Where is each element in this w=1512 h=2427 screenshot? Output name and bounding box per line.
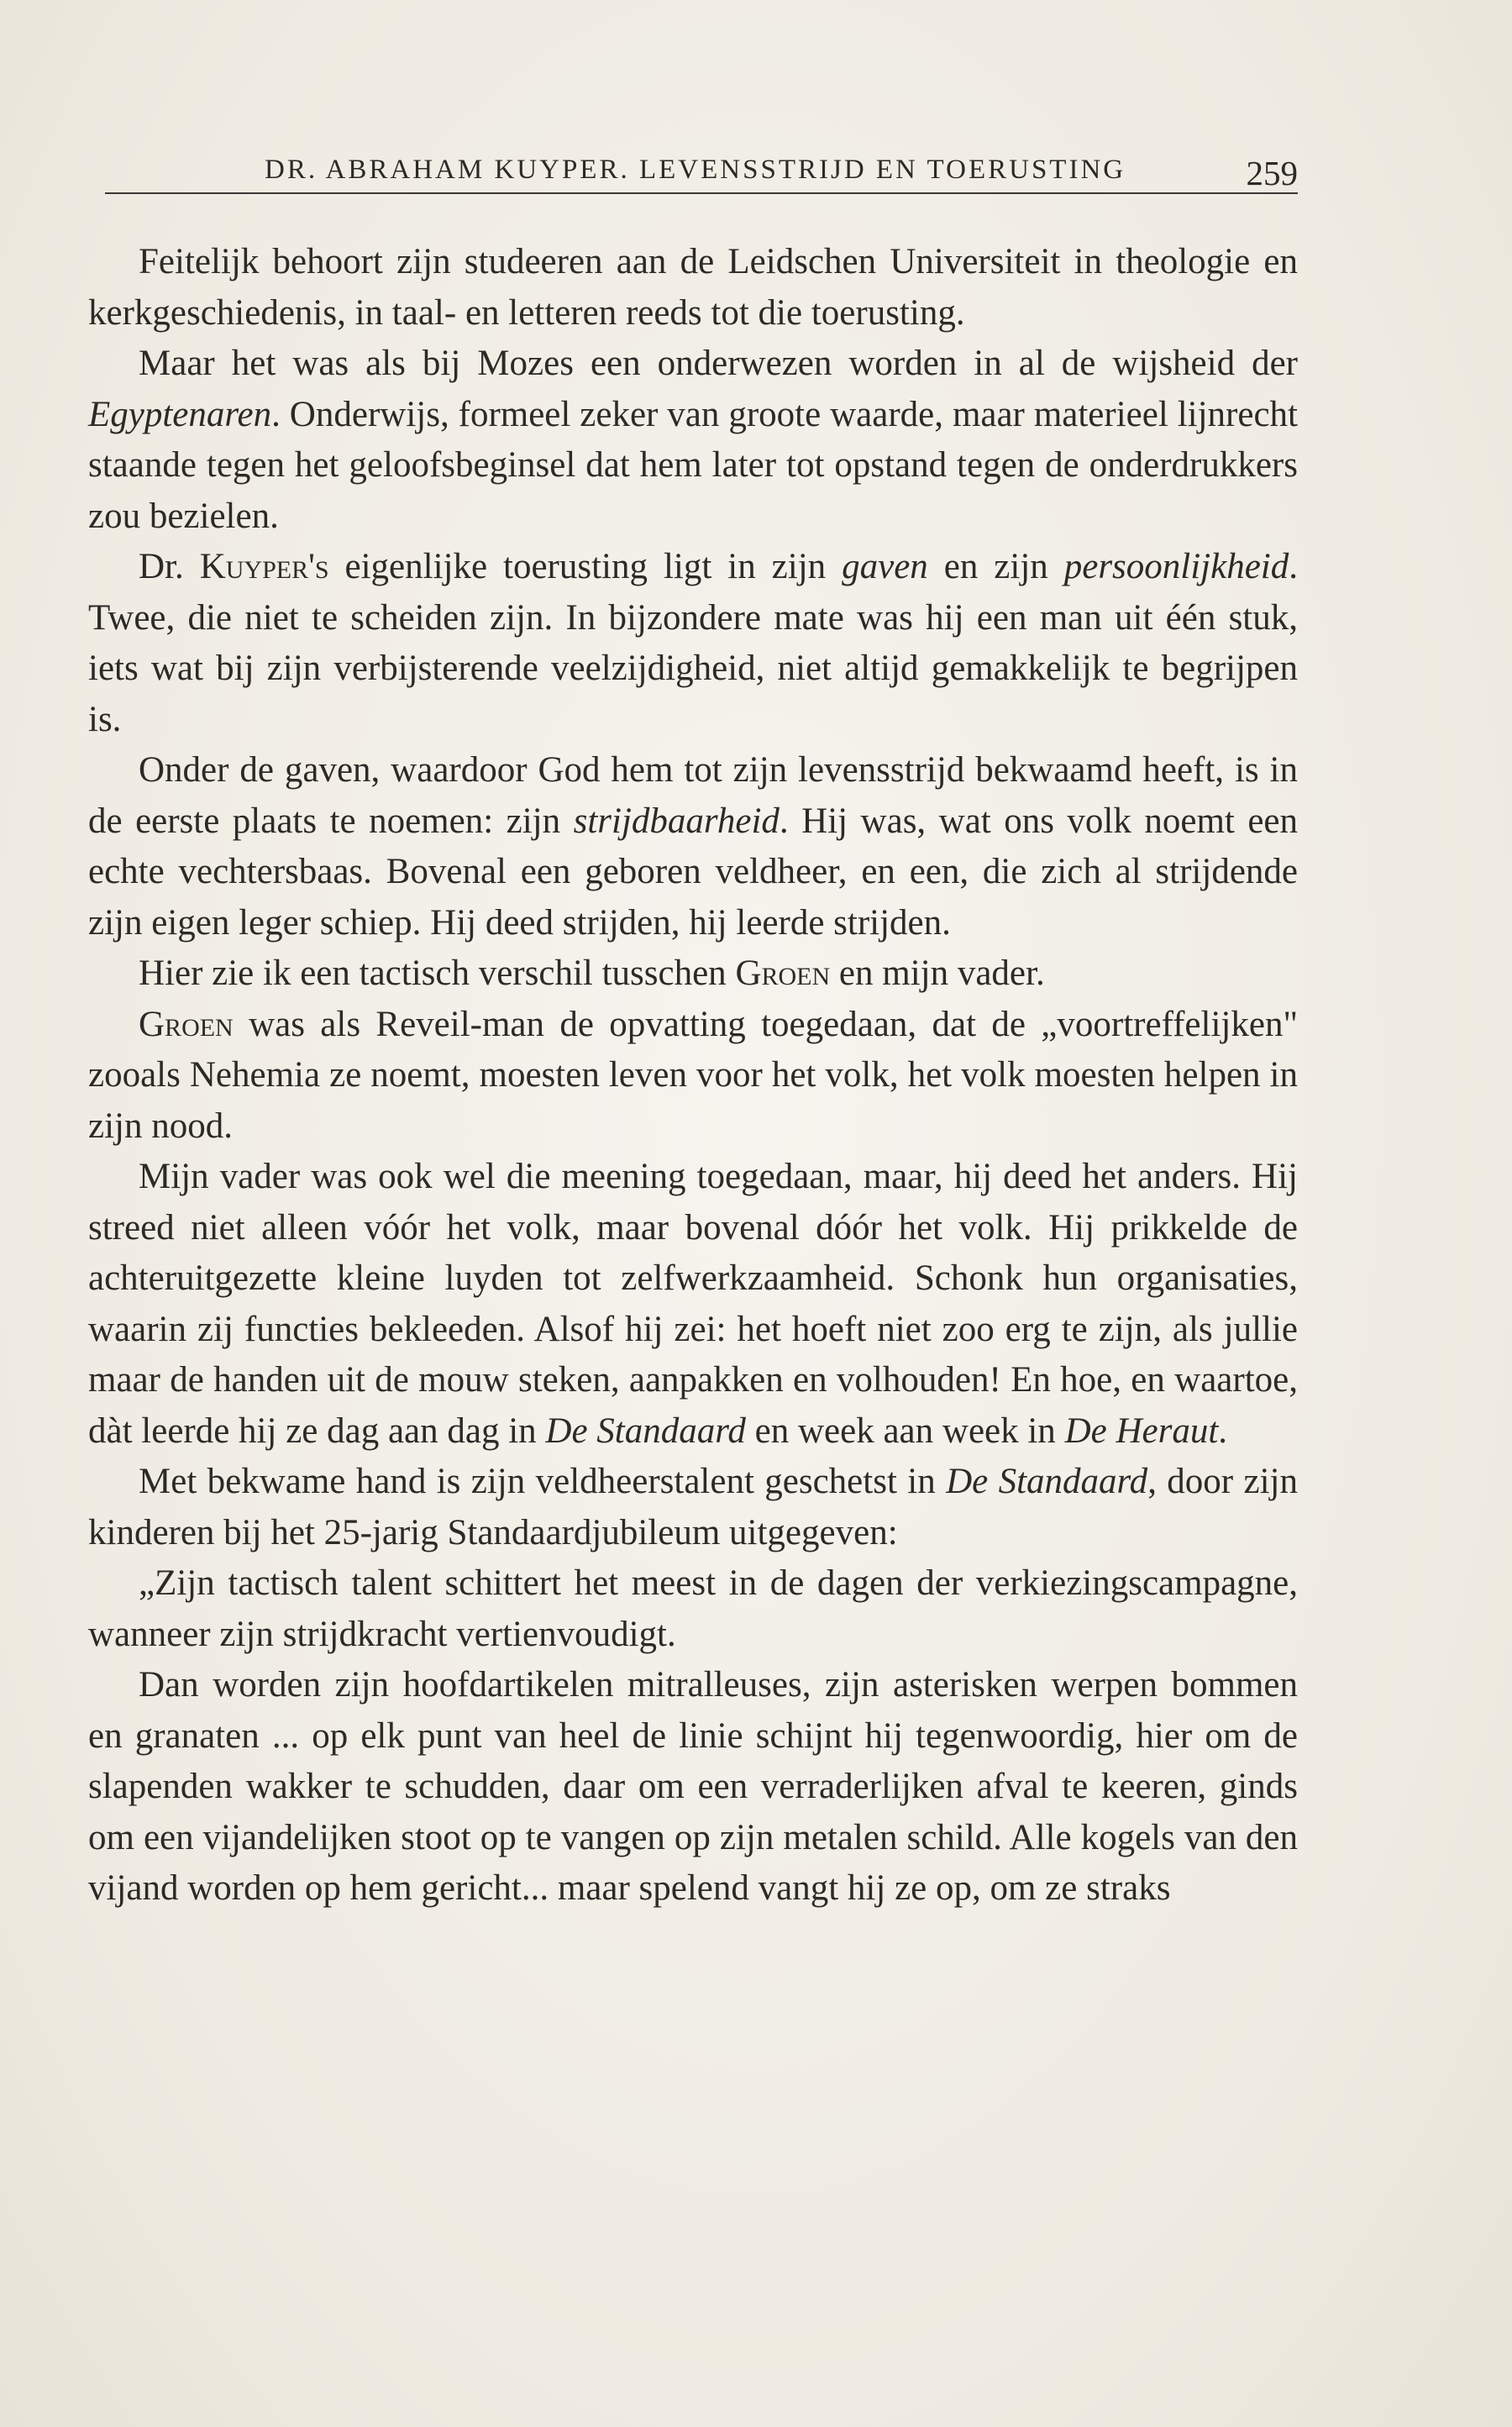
small-caps-name: Groen <box>735 953 831 993</box>
text-run: Maar het was als bij Mozes een onderwezen worden in al de wijsheid der <box>139 344 1298 383</box>
text-run: Hier zie ik een tactisch verschil tusschen <box>139 953 736 993</box>
text-run: Dr. <box>139 547 200 586</box>
header-rule <box>105 192 1298 194</box>
italic-text: De Standaard <box>946 1462 1148 1501</box>
text-run: . <box>1218 1410 1228 1451</box>
text-run: Mijn vader was ook wel die meening toegedaan, maar, hij deed het anders. Hij streed niet alleen vóór het volk, maar bovenal dóór het volk. Hij prikkelde de achteruitgezette kleine luyden tot zelfwerkzaamheid. Schonk hun organisaties, waarin zij functies bekleeden. Alsof hij zei: het hoeft niet zoo erg te zijn, als jullie maar de handen uit de mouw steken, aanpakken en volhouden! En hoe, en waartoe, dàt leerde hij ze dag aan dag in <box>88 1157 1298 1451</box>
text-run: , door zijn kinderen bij het 25-jarig Standaardjubileum uitgegeven: <box>88 1462 1298 1552</box>
page-number: 259 <box>1246 154 1298 192</box>
text-run: Feitelijk behoort zijn studeeren aan de Leidschen Universiteit in theologie en kerkgeschiedenis, in taal- en letteren reeds tot die toerusting. <box>88 242 1298 333</box>
italic-text: gaven <box>842 547 928 586</box>
italic-text: persoonlijkheid <box>1063 547 1289 586</box>
text-run: eigenlijke toerusting ligt in zijn <box>328 547 843 586</box>
text-run: en zijn <box>927 547 1064 586</box>
text-run: . Hij was, wat ons volk noemt een echte vechtersbaas. Bovenal een geboren veldheer, en een, die zich al strijdende zijn eigen leger schiep. Hij deed strijden, hij leerde strijden. <box>88 801 1298 943</box>
text-run: Dan worden zijn hoofdartikelen mitralleuses, zijn asterisken werpen bommen en granaten ... op elk punt van heel de linie schijnt hij tegenwoordig, hier om de slapenden wakker te schudden, daar om een verraderlijken afval te keeren, ginds om een vijandelijken stoot op te vangen op zijn metalen schild. Alle kogels van den vijand worden op hem gericht... maar spelend vangt hij ze op, om ze straks <box>88 1665 1298 1908</box>
paragraph <box>88 1660 1298 1915</box>
text-run: en week aan week in <box>745 1410 1065 1451</box>
italic-text: De Standaard <box>545 1410 746 1451</box>
text-run: . Onderwijs, formeel zeker van groote waarde, maar materieel lijnrecht staande tegen het geloofsbeginsel dat hem later tot opstand tegen de onderdrukkers zou bezielen. <box>88 394 1298 536</box>
paragraph <box>88 948 1298 1000</box>
text-run: . Twee, die niet te scheiden zijn. In bijzondere mate was hij een man uit één stuk, iets wat bij zijn verbijsterende veelzijdigheid, niet altijd gemakkelijk te begrijpen is. <box>88 547 1298 739</box>
italic-text: De Heraut <box>1064 1410 1219 1451</box>
small-caps-name: Kuyper's <box>199 547 329 586</box>
paragraph <box>88 237 1298 339</box>
running-title: DR. ABRAHAM KUYPER. LEVENSSTRIJD EN TOERUSTING <box>265 155 1126 185</box>
text-run: en mijn vader. <box>830 953 1045 993</box>
text-run: Met bekwame hand is zijn veldheerstalent geschetst in <box>139 1462 947 1501</box>
text-run: was als Reveil-man de opvatting toegedaan, dat de „voortreffelijken" zooals Nehemia ze noemt, moesten leven voor het volk, het volk moesten helpen in zijn nood. <box>88 1004 1298 1146</box>
text-run: „Zijn tactisch talent schittert het meest in de dagen der verkiezingscampagne, wanneer zijn strijdkracht vertienvoudigt. <box>88 1563 1298 1654</box>
italic-text: Egyptenaren <box>88 394 272 434</box>
paragraph <box>88 745 1298 948</box>
running-head <box>105 150 1298 200</box>
italic-text: strijdbaarheid <box>573 801 780 841</box>
paragraph <box>88 542 1298 745</box>
paragraph <box>88 1558 1298 1660</box>
paragraph <box>88 1152 1298 1457</box>
small-caps-name: Groen <box>139 1004 234 1044</box>
text-run: Onder de gaven, waardoor God hem tot zijn levensstrijd bekwaamd heeft, is in de eerste plaats te noemen: zijn <box>88 750 1298 841</box>
paragraph <box>88 1457 1298 1558</box>
paragraph <box>88 1000 1298 1153</box>
paragraph <box>88 339 1298 542</box>
body-text <box>88 237 1298 1915</box>
